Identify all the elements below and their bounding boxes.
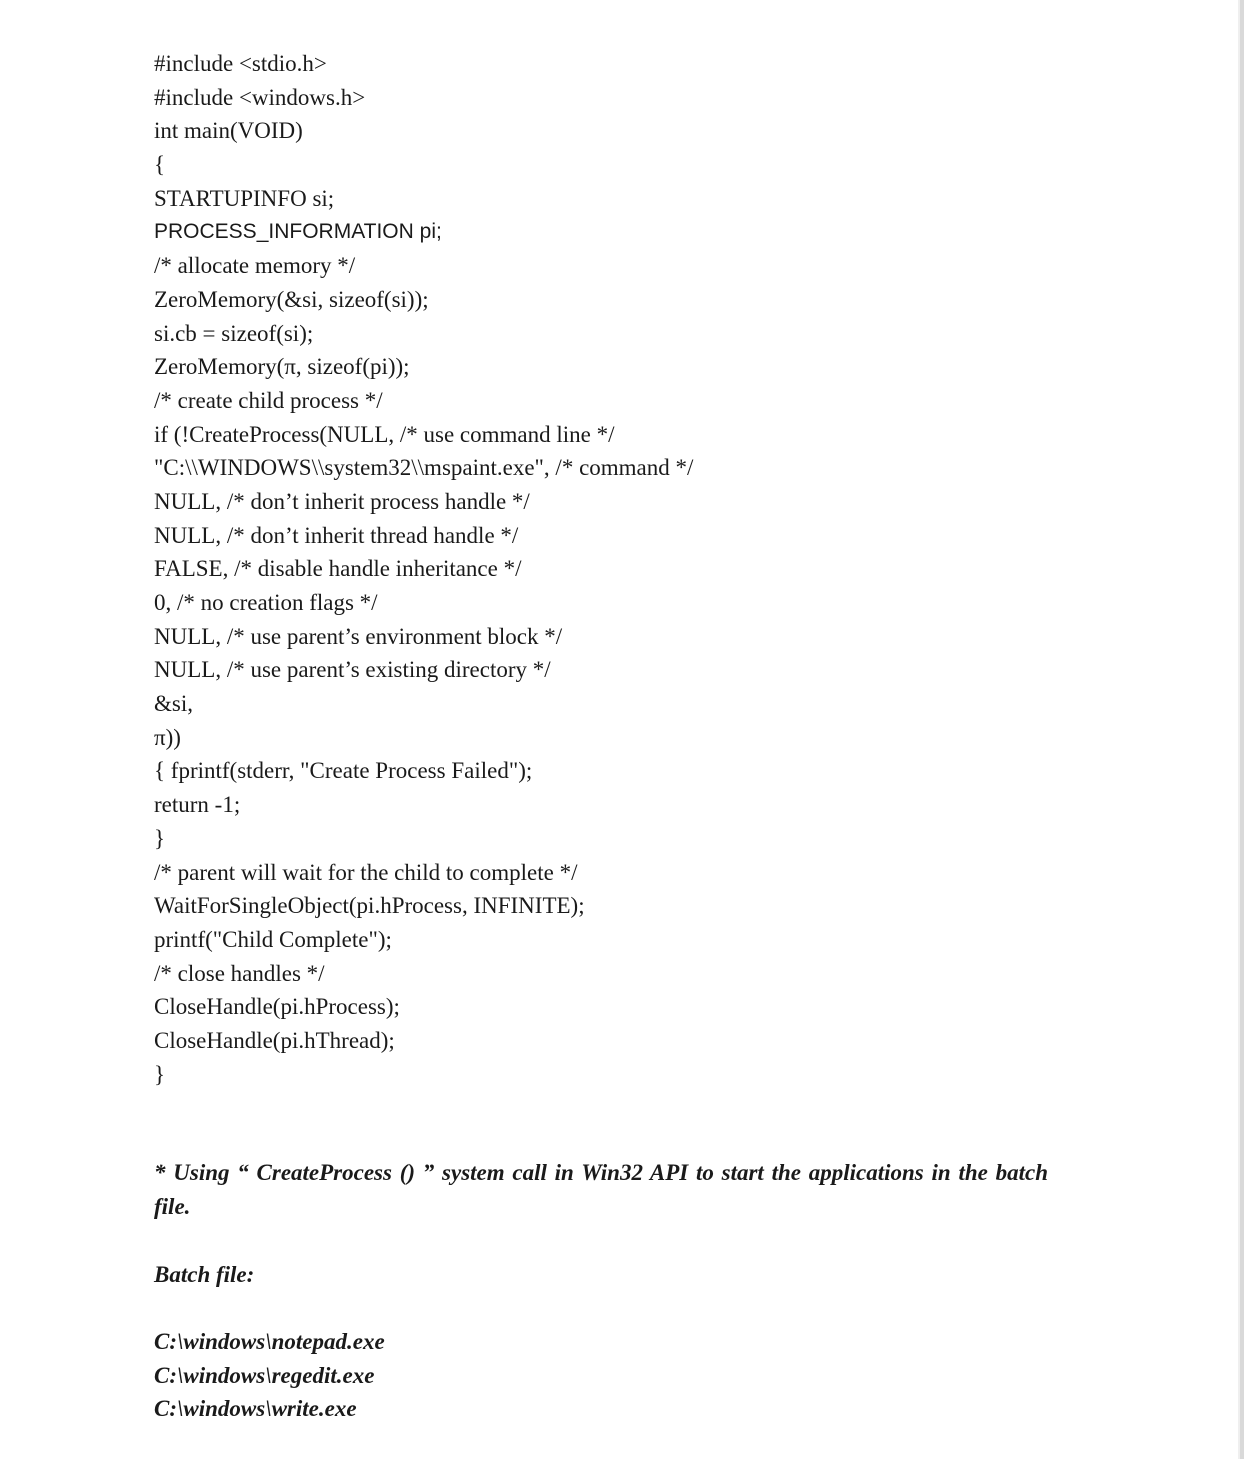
code-listing xyxy=(154,47,1054,1091)
code-line: "C:\\WINDOWS\\system32\\mspaint.exe", /* command */ xyxy=(154,455,694,481)
code-line: NULL, /* don’t inherit thread handle */ xyxy=(154,522,519,548)
code-line: ZeroMemory(π, sizeof(pi)); xyxy=(154,354,410,380)
code-line: { xyxy=(154,152,166,178)
batch-file-list xyxy=(154,1325,385,1426)
code-line: } xyxy=(154,1061,166,1087)
code-line: NULL, /* use parent’s existing directory */ xyxy=(154,657,551,683)
code-line: /* close handles */ xyxy=(154,960,325,986)
code-line: WaitForSingleObject(pi.hProcess, INFINITE); xyxy=(154,893,585,919)
code-line: /* allocate memory */ xyxy=(154,253,356,279)
batch-file-item: C:\windows\regedit.exe xyxy=(154,1362,375,1388)
code-line: } xyxy=(154,825,166,851)
code-line: return -1; xyxy=(154,792,241,818)
batch-file-heading: Batch file: xyxy=(154,1262,255,1287)
batch-file-item: C:\windows\write.exe xyxy=(154,1396,357,1422)
note-paragraph: * Using “ CreateProcess () ” system call in Win32 API to start the applications in the batch file. xyxy=(154,1160,1048,1219)
code-line: STARTUPINFO si; xyxy=(154,185,335,211)
page-edge xyxy=(1240,0,1244,1459)
code-line: PROCESS_INFORMATION pi; xyxy=(154,220,442,244)
code-line: /* parent will wait for the child to complete */ xyxy=(154,859,578,885)
code-line: /* create child process */ xyxy=(154,387,383,413)
code-line: CloseHandle(pi.hProcess); xyxy=(154,994,400,1020)
code-line: 0, /* no creation flags */ xyxy=(154,590,378,615)
code-line: FALSE, /* disable handle inheritance */ xyxy=(154,556,522,582)
code-line: NULL, /* use parent’s environment block */ xyxy=(154,623,563,649)
code-line: #include <windows.h> xyxy=(154,84,366,110)
code-line: CloseHandle(pi.hThread); xyxy=(154,1027,395,1053)
code-line: #include <stdio.h> xyxy=(154,51,327,76)
code-line: si.cb = sizeof(si); xyxy=(154,320,314,346)
code-line: if (!CreateProcess(NULL, /* use command line */ xyxy=(154,421,615,447)
batch-file-item: C:\windows\notepad.exe xyxy=(154,1329,385,1354)
code-line: ZeroMemory(&si, sizeof(si)); xyxy=(154,286,429,312)
code-line: int main(VOID) xyxy=(154,118,303,144)
code-line: &si, xyxy=(154,691,193,717)
code-line: { fprintf(stderr, "Create Process Failed"); xyxy=(154,758,533,784)
code-line: π)) xyxy=(154,724,181,750)
code-line: NULL, /* don’t inherit process handle */ xyxy=(154,488,530,514)
code-line: printf("Child Complete"); xyxy=(154,926,392,952)
